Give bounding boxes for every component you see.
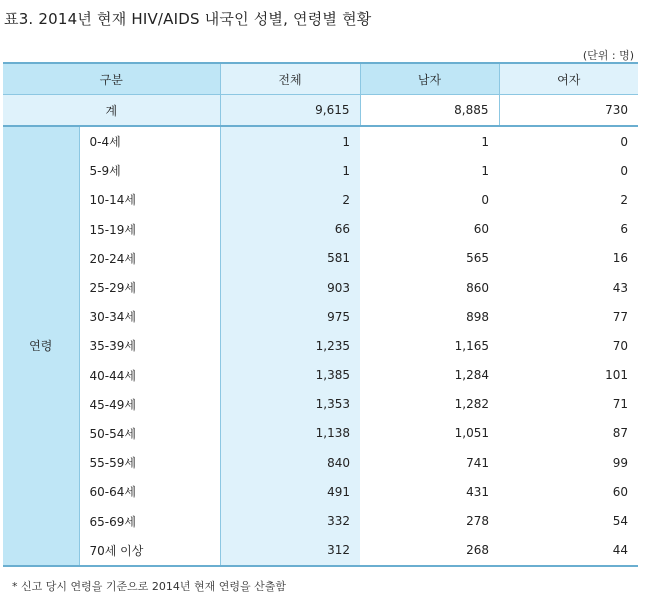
total-cell: 581 [220, 244, 360, 273]
total-cell: 332 [220, 506, 360, 535]
female-cell: 99 [499, 448, 638, 477]
age-cell: 20-24세 [79, 244, 220, 273]
male-cell: 1,051 [360, 419, 499, 448]
age-cell: 45-49세 [79, 390, 220, 419]
table-row [3, 156, 638, 185]
total-cell: 491 [220, 477, 360, 506]
male-cell: 1,282 [360, 390, 499, 419]
female-cell: 60 [499, 477, 638, 506]
total-cell: 975 [220, 302, 360, 331]
summary-male: 8,885 [360, 95, 499, 127]
hiv-aids-table [3, 62, 638, 567]
male-cell: 268 [360, 536, 499, 566]
summary-female: 730 [499, 95, 638, 127]
total-cell: 903 [220, 273, 360, 302]
age-cell: 15-19세 [79, 215, 220, 244]
total-cell: 1,385 [220, 361, 360, 390]
header-total: 전체 [220, 63, 360, 95]
age-cell: 55-59세 [79, 448, 220, 477]
female-cell: 43 [499, 273, 638, 302]
table-row [3, 302, 638, 331]
male-cell: 1 [360, 126, 499, 156]
table-row [3, 126, 638, 156]
male-cell: 60 [360, 215, 499, 244]
header-category: 구분 [3, 63, 220, 95]
summary-row [3, 95, 638, 127]
table-row [3, 215, 638, 244]
female-cell: 2 [499, 185, 638, 214]
female-cell: 16 [499, 244, 638, 273]
male-cell: 565 [360, 244, 499, 273]
summary-label: 계 [3, 95, 220, 127]
age-cell: 60-64세 [79, 477, 220, 506]
female-cell: 54 [499, 506, 638, 535]
male-cell: 898 [360, 302, 499, 331]
female-cell: 101 [499, 361, 638, 390]
age-cell: 30-34세 [79, 302, 220, 331]
total-cell: 1,353 [220, 390, 360, 419]
total-cell: 1 [220, 156, 360, 185]
age-cell: 5-9세 [79, 156, 220, 185]
age-cell: 40-44세 [79, 361, 220, 390]
table-row [3, 448, 638, 477]
female-cell: 0 [499, 156, 638, 185]
table-row [3, 390, 638, 419]
age-cell: 70세 이상 [79, 536, 220, 566]
age-group-label: 연령 [3, 126, 79, 566]
table-row [3, 244, 638, 273]
total-cell: 66 [220, 215, 360, 244]
total-cell: 840 [220, 448, 360, 477]
table-row [3, 361, 638, 390]
total-cell: 312 [220, 536, 360, 566]
female-cell: 0 [499, 126, 638, 156]
table-row [3, 536, 638, 566]
male-cell: 0 [360, 185, 499, 214]
female-cell: 71 [499, 390, 638, 419]
male-cell: 860 [360, 273, 499, 302]
table-row [3, 419, 638, 448]
table-row [3, 185, 638, 214]
male-cell: 278 [360, 506, 499, 535]
header-female: 여자 [499, 63, 638, 95]
age-cell: 25-29세 [79, 273, 220, 302]
unit-label: (단위 : 명) [582, 49, 634, 62]
female-cell: 6 [499, 215, 638, 244]
male-cell: 1 [360, 156, 499, 185]
table-body [3, 95, 638, 566]
age-cell: 10-14세 [79, 185, 220, 214]
female-cell: 44 [499, 536, 638, 566]
male-cell: 1,165 [360, 331, 499, 360]
table-title: 표3. 2014년 현재 HIV/AIDS 내국인 성별, 연령별 현황 [4, 10, 372, 28]
age-cell: 0-4세 [79, 126, 220, 156]
female-cell: 87 [499, 419, 638, 448]
female-cell: 77 [499, 302, 638, 331]
total-cell: 1 [220, 126, 360, 156]
footnote: * 신고 당시 연령을 기준으로 2014년 현재 연령을 산출함 [12, 580, 286, 593]
table-row [3, 273, 638, 302]
summary-total: 9,615 [220, 95, 360, 127]
age-cell: 50-54세 [79, 419, 220, 448]
table-row [3, 477, 638, 506]
table-row [3, 506, 638, 535]
male-cell: 431 [360, 477, 499, 506]
header-row [3, 63, 638, 95]
header-male: 남자 [360, 63, 499, 95]
total-cell: 2 [220, 185, 360, 214]
male-cell: 1,284 [360, 361, 499, 390]
female-cell: 70 [499, 331, 638, 360]
age-cell: 65-69세 [79, 506, 220, 535]
age-cell: 35-39세 [79, 331, 220, 360]
table-row [3, 331, 638, 360]
male-cell: 741 [360, 448, 499, 477]
total-cell: 1,235 [220, 331, 360, 360]
total-cell: 1,138 [220, 419, 360, 448]
